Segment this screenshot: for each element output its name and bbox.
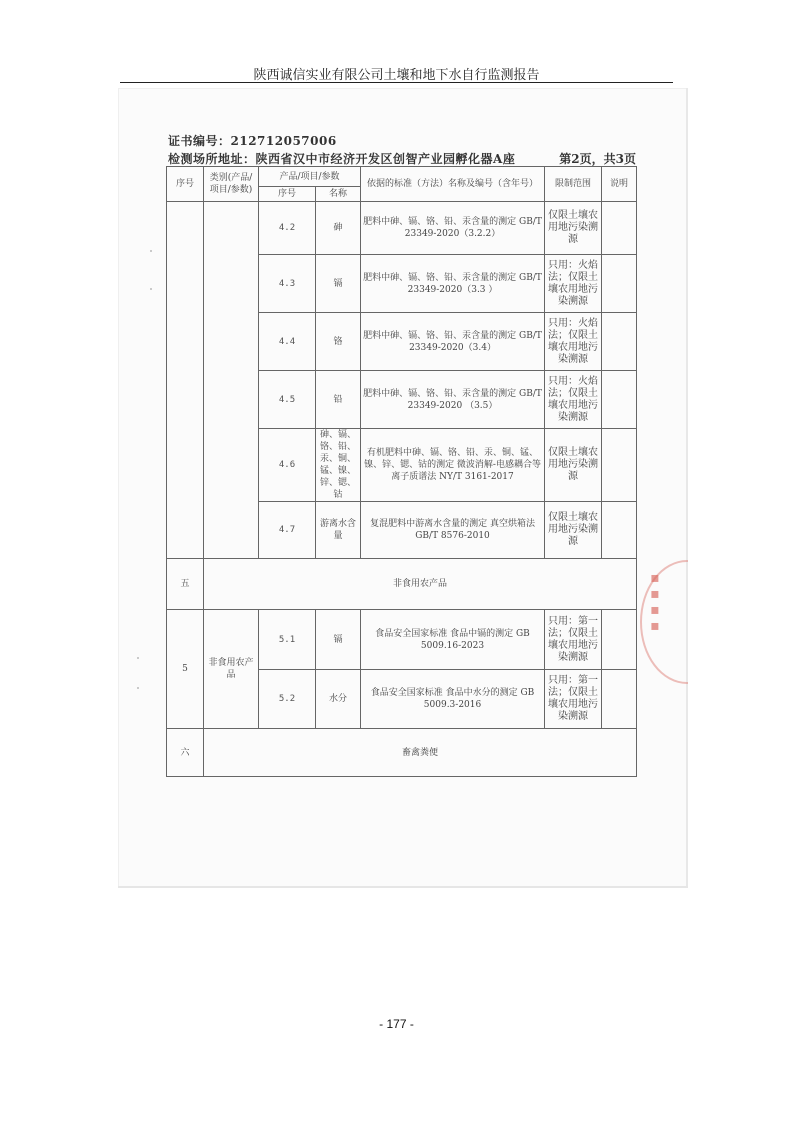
item-limit: 只用：第一法；仅限土壤农用地污染溯源	[545, 610, 602, 670]
header-category: 类别(产品/项目/参数)	[204, 167, 259, 202]
header-standard: 依据的标准（方法）名称及编号（含年号）	[361, 167, 545, 202]
table-header-row	[167, 167, 637, 187]
item-limit: 只用：火焰法；仅限土壤农用地污染溯源	[545, 313, 602, 371]
item-standard: 肥料中砷、镉、铬、铅、汞含量的测定 GB/T 23349-2020（3.2.2）	[361, 202, 545, 255]
item-name: 铅	[316, 371, 361, 429]
item-name: 游离水含量	[316, 502, 361, 559]
document-header: 陕西诚信实业有限公司土壤和地下水自行监测报告	[253, 68, 540, 83]
item-name: 水分	[316, 670, 361, 729]
accreditation-table	[166, 166, 637, 777]
item-limit: 仅限土壤农用地污染溯源	[545, 429, 602, 502]
item-note	[602, 610, 637, 670]
header-sub-seq: 序号	[259, 187, 316, 202]
seal-text: ▪▪▪▪	[647, 570, 663, 634]
section-row	[167, 559, 637, 610]
seq-cell-empty	[167, 202, 204, 559]
red-seal-stamp	[640, 540, 688, 690]
item-seq: 4.3	[259, 255, 316, 313]
section-seq: 五	[167, 559, 204, 610]
certificate-number: 证书编号：212712057006	[168, 134, 337, 148]
page-number: - 177 -	[379, 1017, 414, 1031]
header-sub-name: 名称	[316, 187, 361, 202]
item-seq: 5.1	[259, 610, 316, 670]
header-limit: 限制范围	[545, 167, 602, 202]
item-note	[602, 202, 637, 255]
item-limit: 只用：火焰法；仅限土壤农用地污染溯源	[545, 255, 602, 313]
section-title: 畜禽粪便	[204, 729, 637, 777]
item-seq: 4.6	[259, 429, 316, 502]
scan-speck	[150, 288, 152, 290]
header-seq: 序号	[167, 167, 204, 202]
inspection-address: 检测场所地址：陕西省汉中市经济开发区创智产业园孵化器A座	[168, 152, 516, 166]
item-limit: 仅限土壤农用地污染溯源	[545, 502, 602, 559]
scan-speck	[137, 687, 139, 689]
item-note	[602, 502, 637, 559]
section-row	[167, 729, 637, 777]
group-category: 非食用农产品	[204, 610, 259, 729]
item-limit: 仅限土壤农用地污染溯源	[545, 202, 602, 255]
category-cell-empty	[204, 202, 259, 559]
item-limit: 只用：第一法；仅限土壤农用地污染溯源	[545, 670, 602, 729]
item-note	[602, 371, 637, 429]
item-note	[602, 670, 637, 729]
item-name: 镉	[316, 255, 361, 313]
header-product-group: 产品/项目/参数	[259, 167, 361, 187]
item-limit: 只用：火焰法；仅限土壤农用地污染溯源	[545, 371, 602, 429]
item-name: 砷、镉、铬、铅、汞、铜、锰、镍、锌、锶、钴	[316, 429, 361, 502]
scan-edge	[686, 88, 688, 888]
group-seq: 5	[167, 610, 204, 729]
item-note	[602, 255, 637, 313]
scan-speck	[150, 250, 152, 252]
item-seq: 4.7	[259, 502, 316, 559]
item-standard: 肥料中砷、镉、铬、铅、汞含量的测定 GB/T 23349-2020（3.4）	[361, 313, 545, 371]
item-note	[602, 313, 637, 371]
item-seq: 4.4	[259, 313, 316, 371]
item-standard: 食品安全国家标准 食品中镉的测定 GB 5009.16-2023	[361, 610, 545, 670]
item-name: 砷	[316, 202, 361, 255]
item-standard: 肥料中砷、镉、铬、铅、汞含量的测定 GB/T 23349-2020（3.3 ）	[361, 255, 545, 313]
header-rule	[120, 82, 673, 83]
table-row	[167, 610, 637, 670]
section-title: 非食用农产品	[204, 559, 637, 610]
item-standard: 复混肥料中游离水含量的测定 真空烘箱法 GB/T 8576-2010	[361, 502, 545, 559]
scan-speck	[137, 657, 139, 659]
scan-edge	[118, 886, 688, 888]
section-seq: 六	[167, 729, 204, 777]
item-name: 铬	[316, 313, 361, 371]
item-seq: 5.2	[259, 670, 316, 729]
item-name: 镉	[316, 610, 361, 670]
certificate-page-info: 第2页，共3页	[559, 152, 636, 166]
item-standard: 肥料中砷、镉、铬、铅、汞含量的测定 GB/T 23349-2020 （3.5）	[361, 371, 545, 429]
item-seq: 4.5	[259, 371, 316, 429]
item-standard: 食品安全国家标准 食品中水分的测定 GB 5009.3-2016	[361, 670, 545, 729]
item-standard: 有机肥料中砷、镉、铬、铅、汞、铜、锰、镍、锌、锶、钴的测定 微波消解-电感耦合等离子质谱法 NY/T 3161-2017	[361, 429, 545, 502]
table-row	[167, 202, 637, 255]
header-note: 说明	[602, 167, 637, 202]
item-seq: 4.2	[259, 202, 316, 255]
item-note	[602, 429, 637, 502]
